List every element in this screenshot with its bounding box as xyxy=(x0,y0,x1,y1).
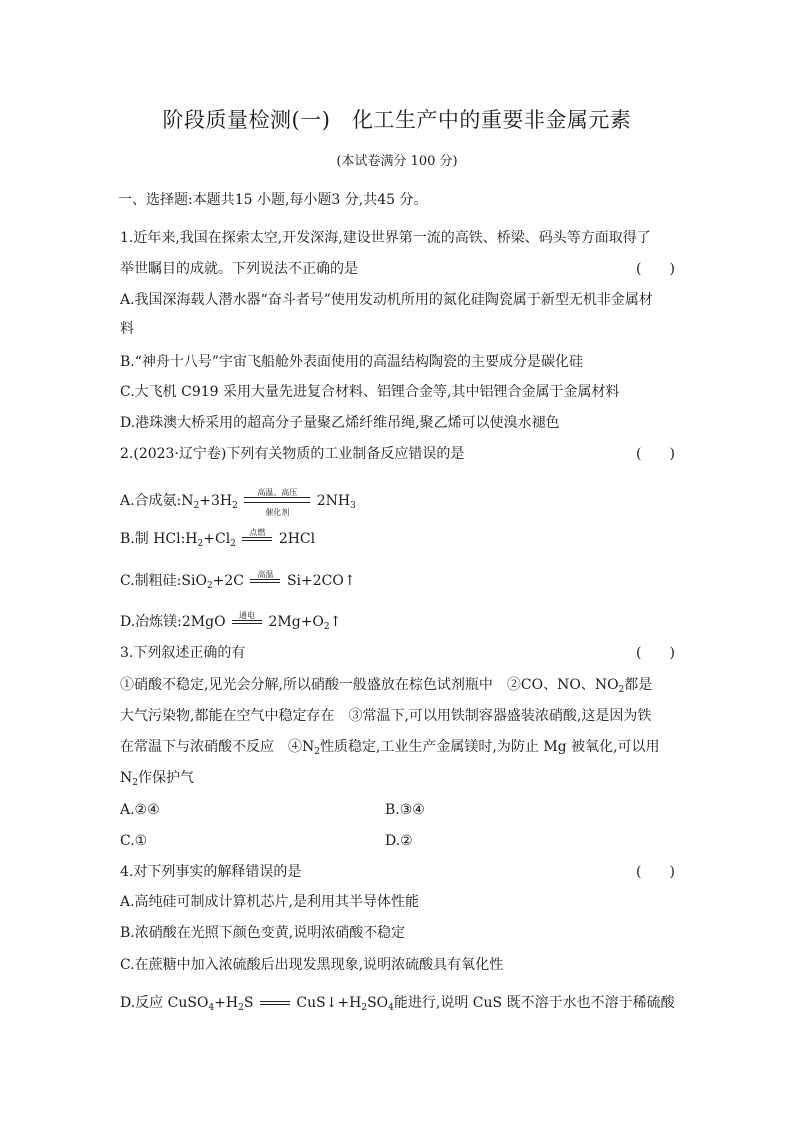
q3-option-a: A.②④ xyxy=(120,802,160,818)
q4-option-b: B.浓硝酸在光照下颜色变黄,说明浓硝酸不稳定 xyxy=(120,925,406,941)
q2-stem: 2.(2023·辽宁卷)下列有关物质的工业制备反应错误的是 xyxy=(120,446,465,462)
q3-l1-text: ①硝酸不稳定,见光会分解,所以硝酸一般盛放在棕色试剂瓶中 ②CO、NO、NO xyxy=(120,677,619,693)
q3-l4-tail: 作保护气 xyxy=(137,770,194,786)
q2-answer-blank: ( ) xyxy=(636,446,675,462)
q2-d-product: 2Mg+O xyxy=(268,614,324,630)
equals-sign xyxy=(242,528,272,541)
subscript: 2 xyxy=(197,539,204,549)
subscript: 4 xyxy=(208,1003,215,1013)
subscript: 2 xyxy=(618,685,625,695)
arrow-condition: 通电 xyxy=(239,611,256,620)
q1-stem-line2: 举世瞩目的成就。下列说法不正确的是 xyxy=(120,261,358,277)
q3-l4-text: N xyxy=(120,770,133,786)
q4-d-tail: 能进行,说明 CuS 既不溶于水也不溶于稀硫酸 xyxy=(393,995,675,1011)
subscript: 4 xyxy=(388,1003,394,1013)
q2-d-prefix: D.冶炼镁:2MgO xyxy=(120,614,226,630)
subscript: 2 xyxy=(314,747,320,757)
subscript: 3 xyxy=(350,501,356,511)
q3-l1-tail: 都是 xyxy=(624,677,653,693)
q2-option-c xyxy=(120,571,356,593)
q2-c-prefix: C.制粗硅:SiO xyxy=(120,573,207,589)
q1-answer-blank: ( ) xyxy=(636,261,675,277)
equals-sign xyxy=(260,1001,290,1005)
equals-sign xyxy=(250,570,280,583)
q2-option-b xyxy=(120,529,315,551)
reversible-arrow xyxy=(244,488,310,517)
q3-statement-line4 xyxy=(120,768,194,790)
section-heading: 一、选择题:本题共15 小题,每小题3 分,共45 分。 xyxy=(118,192,428,208)
arrow-condition: 高温 xyxy=(257,570,274,579)
q2-a-product: 2NH xyxy=(316,493,351,509)
q4-d-prefix: D.反应 CuSO xyxy=(120,995,209,1011)
q2-b-product: 2HCl xyxy=(278,531,316,547)
subscript: 2 xyxy=(193,501,200,511)
q3-statement-line2: 大气污染物,都能在空气中稳定存在 ③常温下,可以用铁制容器盛装浓硝酸,这是因为铁 xyxy=(120,708,652,724)
q4-d-s: S xyxy=(243,995,254,1011)
q3-stem: 3.下列叙述正确的有 xyxy=(120,645,246,661)
q2-c-product: Si+2CO↑ xyxy=(286,573,356,589)
q4-d-product2: SO xyxy=(367,995,389,1011)
q3-option-c: C.① xyxy=(120,833,148,849)
score-note: (本试卷满分 100 分) xyxy=(336,154,458,169)
q2-option-a xyxy=(120,488,356,517)
page-title: 阶段质量检测(一) 化工生产中的重要非金属元素 xyxy=(162,108,632,132)
arrow-condition-top: 高温、高压 xyxy=(257,488,298,497)
gas-arrow: ↑ xyxy=(329,614,342,630)
q3-option-d: D.② xyxy=(385,833,413,849)
q4-option-d xyxy=(120,993,675,1015)
subscript: 2 xyxy=(132,778,138,788)
q2-a-reactant2: +3H xyxy=(199,493,233,509)
q1-option-b: B.“神舟十八号”宇宙飞船舱外表面使用的高温结构陶瓷的主要成分是碳化硅 xyxy=(120,354,584,370)
q1-option-a: A.我国深海载人潜水器“奋斗者号”使用发动机所用的氮化硅陶瓷属于新型无机非金属材 xyxy=(120,292,653,308)
q1-option-d: D.港珠澳大桥采用的超高分子量聚乙烯纤维吊绳,聚乙烯可以使溴水褪色 xyxy=(120,415,560,431)
q1-option-a-cont: 料 xyxy=(120,321,134,337)
q3-statement-line3 xyxy=(120,737,660,759)
subscript: 2 xyxy=(238,1003,244,1013)
q2-b-prefix: B.制 HCl:H xyxy=(120,531,198,547)
q2-b-reactant2: +Cl xyxy=(203,531,231,547)
q3-l3-text: 在常温下与浓硝酸不反应 ④N xyxy=(120,739,315,755)
q4-d-product: CuS↓+H xyxy=(296,995,362,1011)
q4-stem: 4.对下列事实的解释错误的是 xyxy=(120,864,302,880)
q4-d-mid: +H xyxy=(214,995,239,1011)
arrow-condition-bottom: 催化剂 xyxy=(265,508,290,517)
q3-answer-blank: ( ) xyxy=(636,645,675,661)
subscript: 2 xyxy=(230,539,236,549)
q2-a-prefix: A.合成氨:N xyxy=(120,493,194,509)
q4-option-a: A.高纯硅可制成计算机芯片,是利用其半导体性能 xyxy=(120,894,420,910)
q3-option-b: B.③④ xyxy=(385,802,425,818)
equals-sign xyxy=(232,611,262,624)
q4-answer-blank: ( ) xyxy=(636,864,675,880)
q1-stem-line1: 1.近年来,我国在探索太空,开发深海,建设世界第一流的高铁、桥梁、码头等方面取得了 xyxy=(120,230,651,246)
subscript: 2 xyxy=(232,501,238,511)
q2-option-d xyxy=(120,612,341,634)
arrow-condition: 点燃 xyxy=(249,528,266,537)
q3-l3-tail: 性质稳定,工业生产金属镁时,为防止 Mg 被氧化,可以用 xyxy=(319,739,660,755)
subscript: 2 xyxy=(361,1003,368,1013)
q1-option-c: C.大飞机 C919 采用大量先进复合材料、铝锂合金等,其中铝锂合金属于金属材料 xyxy=(120,384,620,400)
q2-c-reactant2: +2C xyxy=(212,573,245,589)
subscript: 2 xyxy=(206,581,213,591)
q3-statement-line1 xyxy=(120,675,652,697)
q4-option-c: C.在蔗糖中加入浓硫酸后出现发黑现象,说明浓硫酸具有氧化性 xyxy=(120,957,504,973)
subscript: 2 xyxy=(323,622,330,632)
